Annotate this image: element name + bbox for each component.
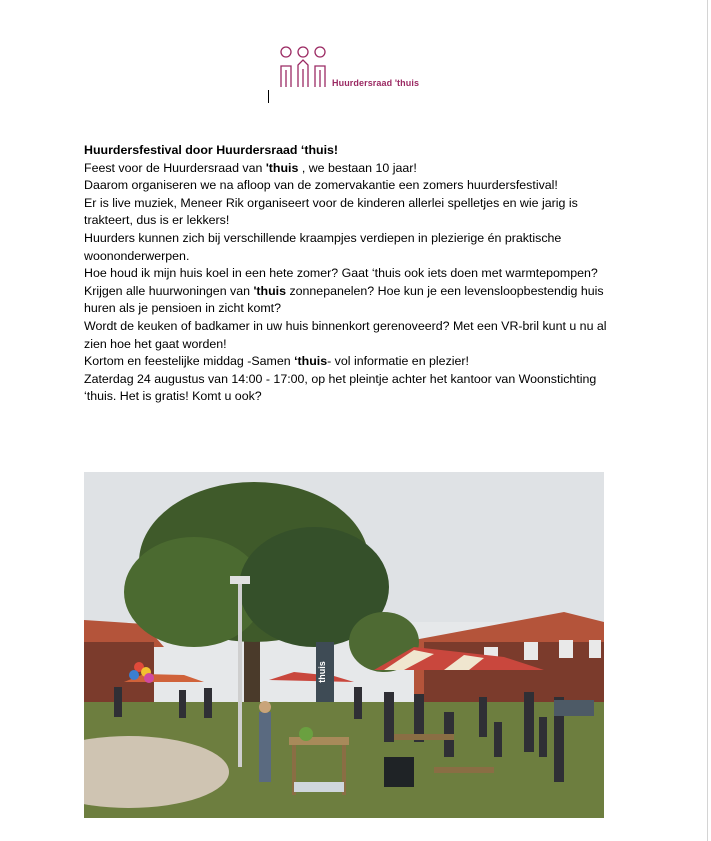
paragraph-4: Huurders kunnen zich bij verschillende kraampjes verdiepen in plezierige én praktische woononderwerpen. [84,230,562,263]
page-edge [707,0,708,841]
paragraph-8: Kortom en feestelijke middag -Samen ‘thuis- vol informatie en plezier! [84,354,469,369]
paragraph-7: Wordt de keuken of badkamer in uw huis binnenkort gerenoveerd? Met een VR-bril kunt u nu al zien hoe het gaat worden! [84,318,607,351]
banner-text: thuis [317,661,327,683]
logo [278,44,438,90]
people-house-logo-icon [278,44,332,88]
paragraph-5: Hoe houd ik mijn huis koel in een hete zomer? Gaat ‘thuis ook iets doen met warmtepompen? [84,266,598,281]
paragraph-9: Zaterdag 24 augustus van 14:00 - 17:00, op het pleintje achter het kantoor van Woonstichting ‘thuis. Het is gratis! Komt u ook? [84,371,597,404]
article[interactable] [84,142,614,406]
text-cursor [268,90,269,103]
logo-text: Huurdersraad 'thuis [332,78,420,88]
article-title: Huurdersfestival door Huurdersraad ‘thuis! [84,143,339,157]
festival-photo-illustration [84,472,604,818]
paragraph-3: Er is live muziek, Meneer Rik organiseert voor de kinderen allerlei spelletjes en wie jarig is trakteert, dus is er lekkers! [84,195,578,228]
festival-photo [84,472,604,818]
paragraph-2: Daarom organiseren we na afloop van de zomervakantie een zomers huurdersfestival! [84,178,558,193]
paragraph-1: Feest voor de Huurdersraad van 'thuis , we bestaan 10 jaar! [84,160,417,175]
paragraph-6: Krijgen alle huurwoningen van 'thuis zonnepanelen? Hoe kun je een levensloopbestendig huis huren als je pensioen in zicht komt? [84,283,604,316]
